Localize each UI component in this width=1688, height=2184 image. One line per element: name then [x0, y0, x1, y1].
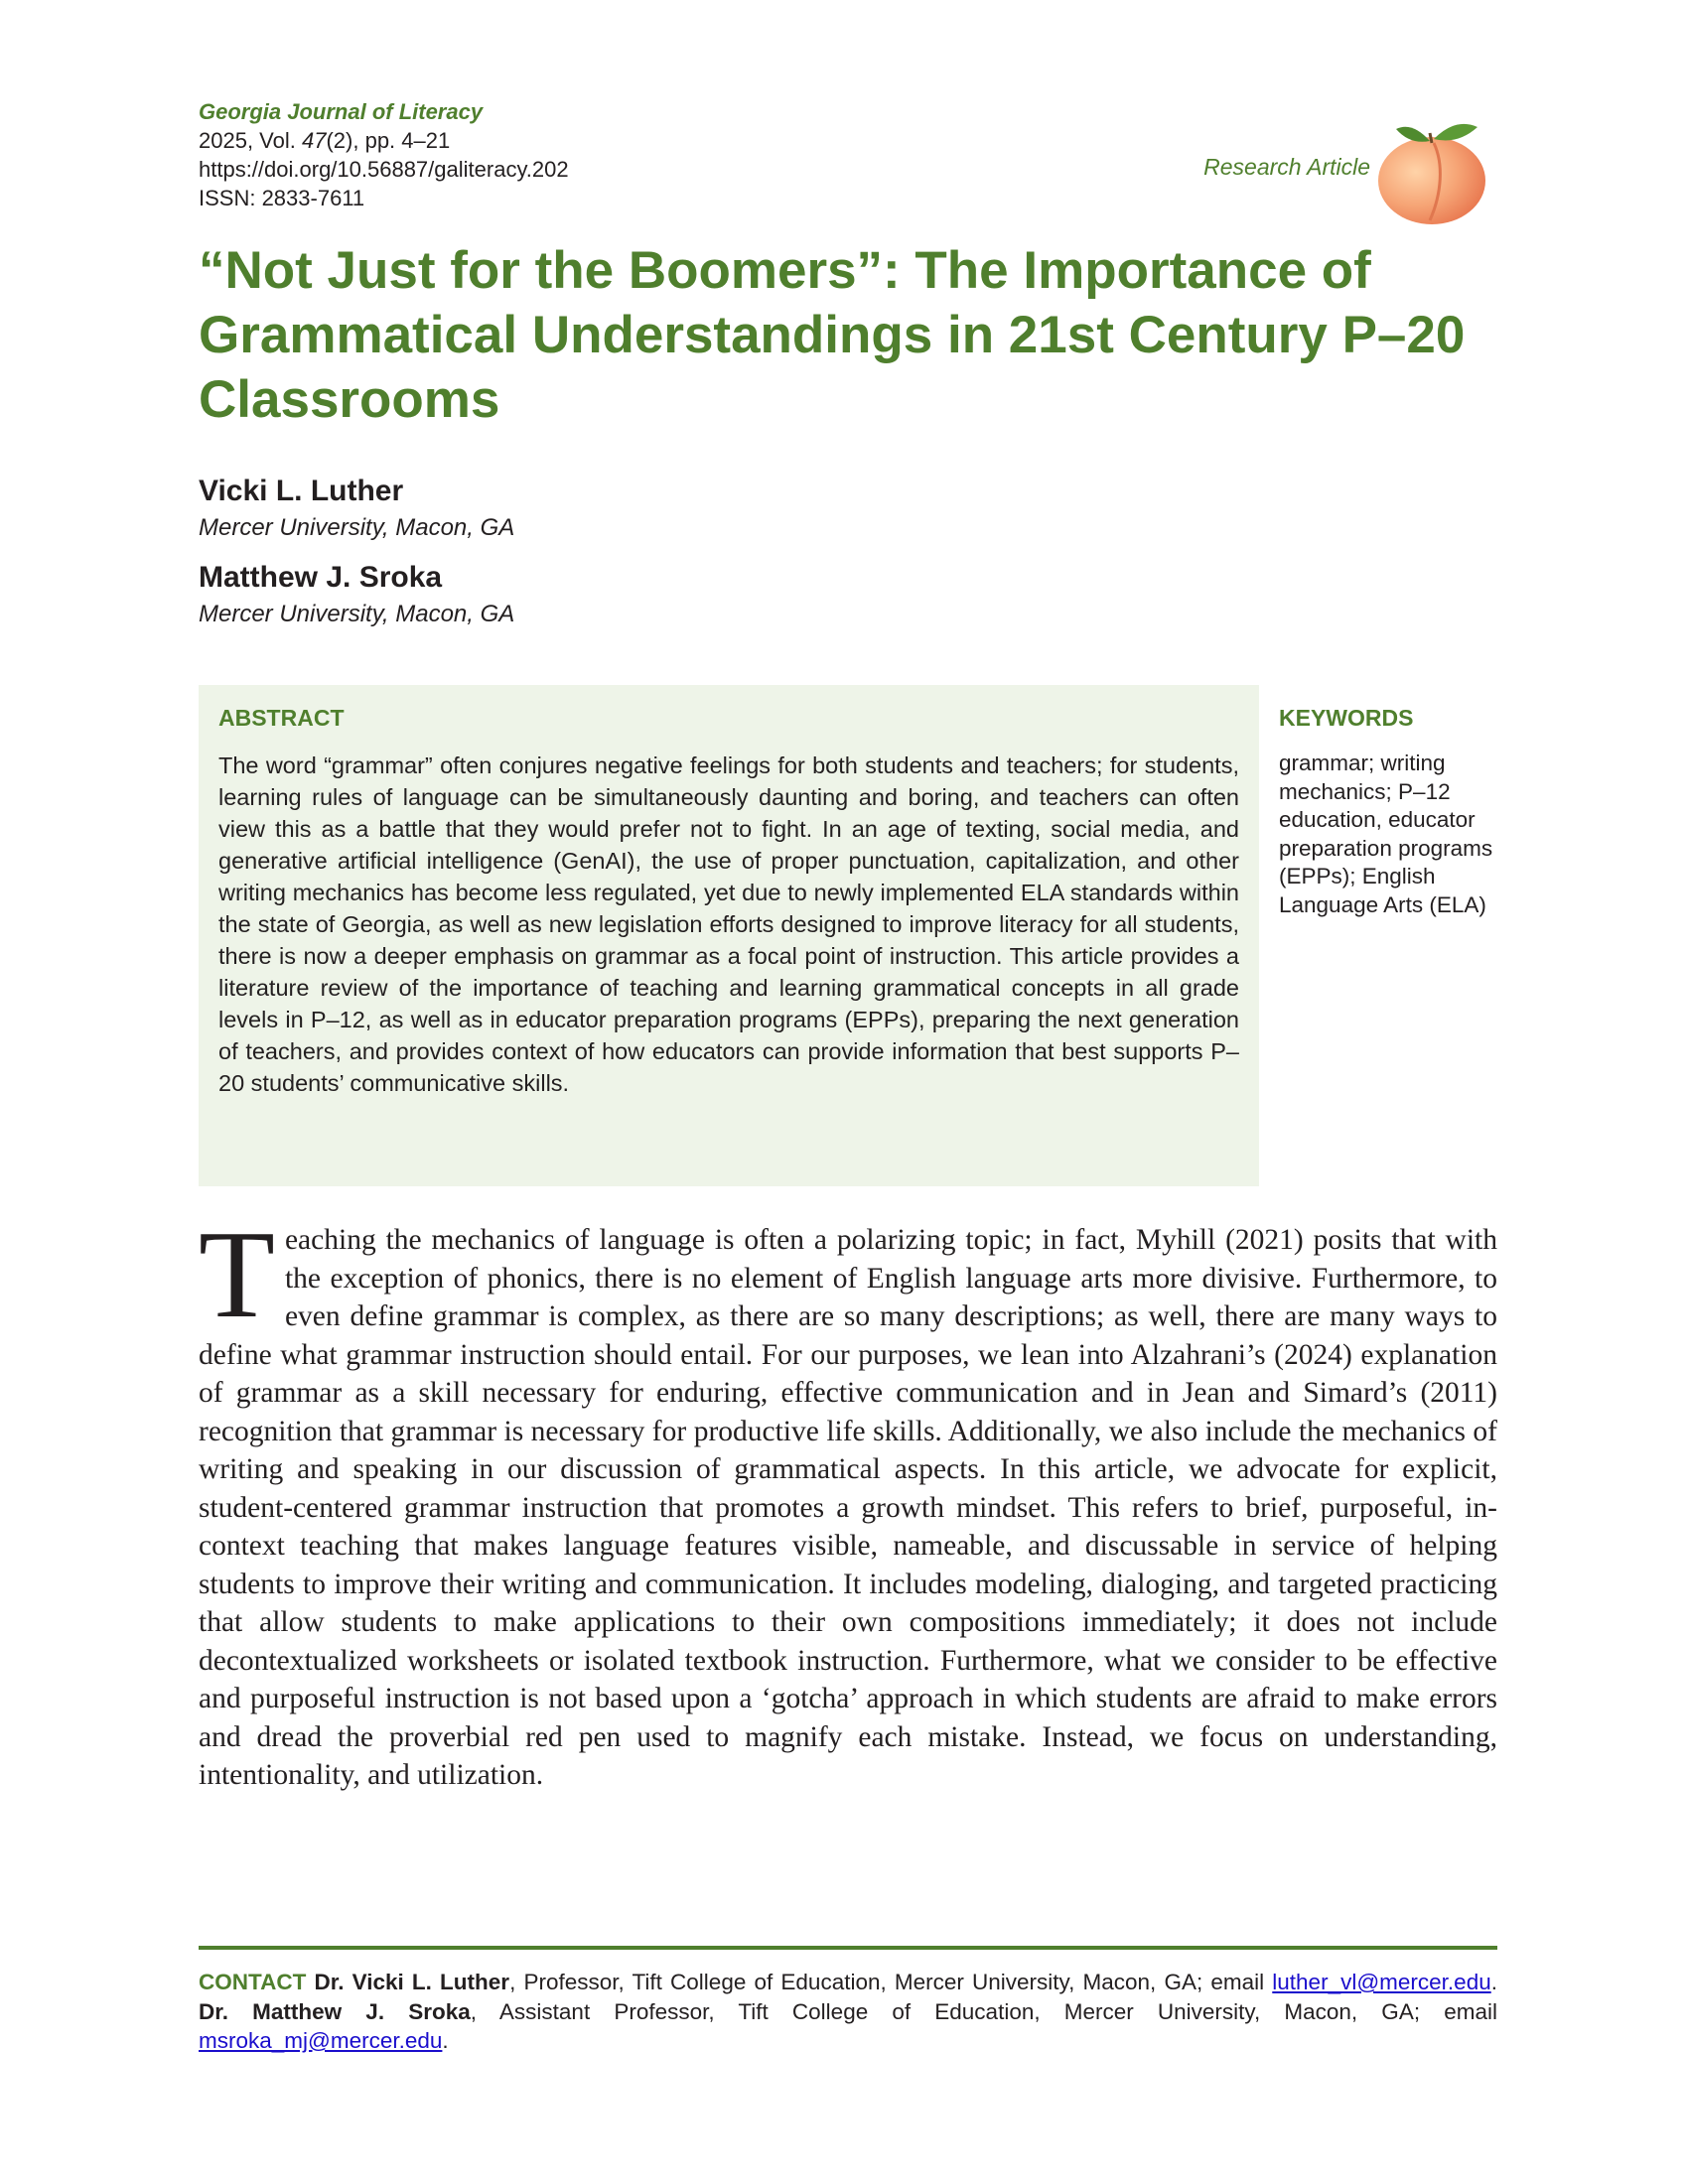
journal-name: Georgia Journal of Literacy [199, 99, 484, 124]
contact-author-2-name: Dr. Matthew J. Sroka [199, 1998, 471, 2024]
drop-cap: T [199, 1206, 275, 1344]
issn: ISSN: 2833-7611 [199, 186, 365, 210]
keywords-heading: KEYWORDS [1279, 705, 1414, 731]
volume-number: 47 [301, 128, 327, 153]
citation-prefix: 2025, Vol. [199, 128, 302, 153]
author-affiliation-2: Mercer University, Macon, GA [199, 601, 515, 627]
contact-author-1-name: Dr. Vicki L. Luther [314, 1970, 510, 1994]
author-name-2: Matthew J. Sroka [199, 561, 443, 594]
contact-end: . [442, 2028, 449, 2053]
abstract-heading: ABSTRACT [218, 705, 345, 731]
peach-icon [1374, 109, 1493, 226]
keywords-text: grammar; writing mechanics; P–12 education, educator preparation programs (EPPs); English Language Arts (ELA) [1279, 751, 1493, 917]
contact-label: CONTACT [199, 1970, 307, 1994]
body-text: eaching the mechanics of language is often a polarizing topic; in fact, Myhill (2021) posits that with the exception of phonics, there is no element of English language arts more divisive. Furthermore, to even define grammar is complex, as there are so many descriptions; as well, there are many ways to define what grammar instruction should entail. For our purposes, we lean into Alzahrani’s (2024) explanation of grammar as a skill necessary for enduring, effective communication and in Jean and Simard’s (2011) recognition that grammar is necessary for productive life skills. Additionally, we also include the mechanics of writing and speaking in our discussion of grammatical aspects. In this article, we advocate for explicit, student-centered grammar instruction that promotes a growth mindset. This refers to brief, purposeful, in-context teaching that makes language features visible, nameable, and discussable in service of helping students to improve their writing and communication. It includes modeling, dialoging, and targeted practicing that allow students to make applications to their own compositions immediately; it does not include decontextualized worksheets or isolated textbook instruction. Furthermore, what we consider to be effective and purposeful instruction is not based upon a ‘gotcha’ approach in which students are afraid to make errors and dread the proverbial red pen used to magnify each mistake. Instead, we focus on understanding, intentionality, and utilization. [199, 1224, 1497, 1791]
author-affiliation-1: Mercer University, Macon, GA [199, 514, 515, 541]
contact-author-1-details: , Professor, Tift College of Education, Mercer University, Macon, GA; email [509, 1970, 1273, 1994]
journal-meta [199, 97, 569, 212]
body-paragraph [199, 1206, 1497, 1795]
citation-line [199, 126, 569, 155]
contact-separator: . [1490, 1970, 1497, 1994]
keywords-section [1279, 705, 1497, 919]
article-title: “Not Just for the Boomers”: The Importance of Grammatical Understandings in 21st Century P–20 Classrooms [199, 241, 1466, 429]
author-name-1: Vicki L. Luther [199, 475, 404, 507]
article-type: Research Article [1203, 154, 1370, 180]
contact-author-2-details: , Assistant Professor, Tift College of Education, Mercer University, Macon, GA; email [470, 1998, 1497, 2024]
email-link-2[interactable]: msroka_mj@mercer.edu [199, 2028, 443, 2053]
doi-link[interactable]: https://doi.org/10.56887/galiteracy.202 [199, 157, 569, 182]
abstract-text: The word “grammar” often conjures negative feelings for both students and teachers; for students, learning rules of language can be simultaneously daunting and boring, and teachers can often view this as a battle that they would prefer not to fight. In an age of texting, social media, and generative artificial intelligence (GenAI), the use of proper punctuation, capitalization, and other writing mechanics has become less regulated, yet due to newly implemented ELA standards within the state of Georgia, as well as new legislation efforts designed to improve literacy for all students, there is now a deeper emphasis on grammar as a focal point of instruction. This article provides a literature review of the importance of teaching and learning grammatical concepts in all grade levels in P–12, as well as in educator preparation programs (EPPs), preparing the next generation of teachers, and provides context of how educators can provide information that best supports P–20 students’ communicative skills. [218, 752, 1239, 1096]
citation-suffix: (2), pp. 4–21 [326, 128, 451, 153]
abstract-box [199, 685, 1259, 1186]
email-link-1[interactable]: luther_vl@mercer.edu [1272, 1970, 1491, 1994]
contact-section [199, 1968, 1497, 2056]
contact-divider [199, 1946, 1497, 1950]
